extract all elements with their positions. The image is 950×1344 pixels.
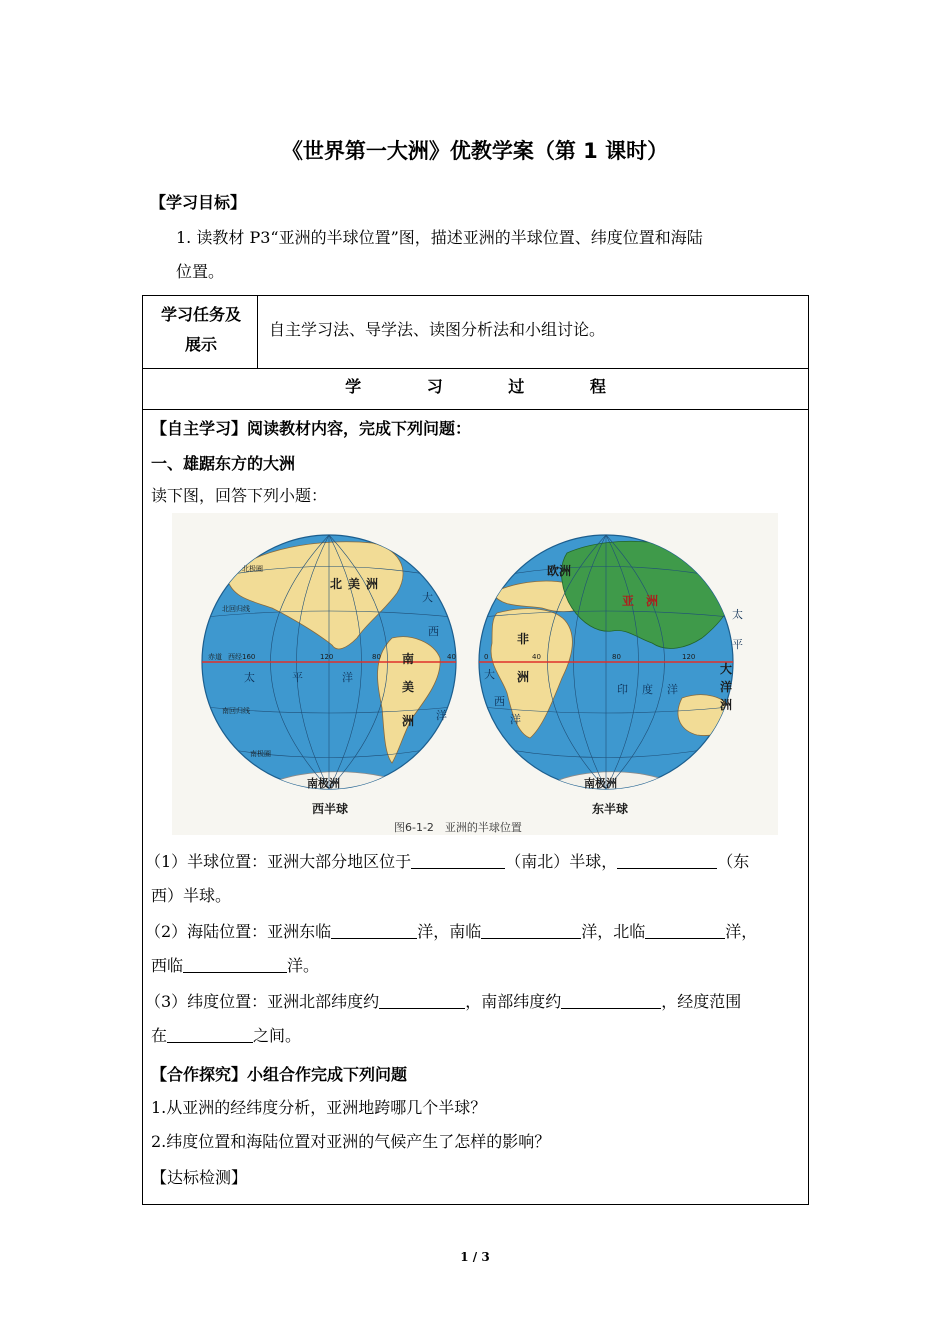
coop-question-1: 1.从亚洲的经纬度分析，亚洲地跨哪几个半球？ (151, 1098, 487, 1117)
answer-blank[interactable] (561, 992, 661, 1009)
process-heading (143, 374, 808, 397)
label-europe: 欧洲 (547, 564, 572, 578)
task-label (151, 300, 251, 360)
hemisphere-map (172, 513, 778, 835)
question-text: （1）半球位置：亚洲大部分地区位于 (145, 852, 412, 871)
label-asia: 亚 洲 (622, 594, 659, 608)
label-indian-3: 洋 (667, 683, 678, 696)
label-atlantic-3: 洋 (436, 709, 447, 722)
label-lon-80: 80 (372, 653, 381, 661)
map-caption: 图6-1-2 亚洲的半球位置 (394, 821, 522, 834)
label-equator: 赤道 (208, 653, 222, 661)
label-atlantic-1: 大 (422, 591, 433, 604)
label-south-america-2: 美 (402, 680, 415, 694)
label-atlantic-2: 西 (428, 625, 439, 638)
objective-item-1-line1: 1. 读教材 P3“亚洲的半球位置”图，描述亚洲的半球位置、纬度位置和海陆 (176, 228, 703, 247)
label-lon-e120: 120 (682, 653, 696, 661)
label-south-america-3: 洲 (402, 714, 415, 728)
process-heading-char: 习 (426, 377, 443, 396)
page-title: 《世界第一大洲》优教学案（第 1 课时） (281, 139, 669, 163)
question-text: 在 (151, 1026, 168, 1045)
question-text: ，南部纬度约 (465, 992, 562, 1011)
check-heading: 【达标检测】 (151, 1168, 248, 1187)
label-lon-160: 西经160 (228, 653, 256, 661)
answer-blank[interactable] (331, 922, 417, 939)
label-south-america-1: 南 (402, 652, 415, 666)
answer-blank[interactable] (167, 1026, 253, 1043)
label-oceania-3: 洲 (720, 698, 733, 712)
question-2-line1 (145, 922, 757, 942)
label-antarctica-east: 南极洲 (584, 777, 617, 790)
label-africa-1: 非 (517, 632, 530, 646)
question-text: 洋， (725, 922, 758, 941)
label-north-america: 北 美 洲 (330, 577, 379, 591)
question-3-line1 (145, 992, 741, 1012)
question-3-line2 (151, 1026, 301, 1046)
label-north-tropic: 北回归线 (222, 605, 250, 613)
self-study-heading: 【自主学习】阅读教材内容，完成下列问题： (151, 419, 472, 438)
objective-item-1-line2: 位置。 (176, 262, 225, 281)
label-pacific-east-2: 平 (732, 638, 743, 651)
label-lon-0: 0 (484, 653, 489, 661)
question-text: 洋，北临 (581, 922, 646, 941)
task-label-line2: 展示 (184, 335, 217, 354)
table-row-divider (143, 368, 808, 369)
label-north-polar: 北极圈 (242, 565, 263, 573)
question-text: 洋。 (287, 956, 320, 975)
hemisphere-map-svg (172, 513, 778, 835)
answer-blank[interactable] (617, 852, 717, 869)
label-atlantic-east-3: 洋 (510, 713, 521, 726)
label-atlantic-east-2: 西 (494, 695, 505, 708)
answer-blank[interactable] (481, 922, 581, 939)
answer-blank[interactable] (379, 992, 465, 1009)
coop-heading: 【合作探究】小组合作完成下列问题 (151, 1065, 408, 1084)
question-text: 西临 (151, 956, 184, 975)
answer-blank[interactable] (645, 922, 725, 939)
task-content: 自主学习法、导学法、读图分析法和小组讨论。 (269, 320, 606, 339)
process-heading-char: 过 (508, 377, 525, 396)
answer-blank[interactable] (411, 852, 505, 869)
question-text: （3）纬度位置：亚洲北部纬度约 (145, 992, 380, 1011)
label-lon-e40: 40 (532, 653, 541, 661)
table-col-divider (257, 296, 258, 368)
question-text: 洋，南临 (417, 922, 482, 941)
label-oceania-2: 洋 (720, 680, 733, 694)
label-west-hemisphere: 西半球 (312, 802, 349, 816)
label-africa-2: 洲 (517, 670, 530, 684)
question-2-line2 (151, 956, 319, 976)
label-pacific-west-3: 洋 (342, 671, 353, 684)
label-oceania-1: 大 (720, 662, 733, 676)
question-1-line1 (145, 852, 749, 872)
label-east-hemisphere: 东半球 (592, 802, 629, 816)
label-south-tropic: 南回归线 (222, 707, 250, 715)
answer-blank[interactable] (183, 956, 287, 973)
label-indian-2: 度 (642, 683, 653, 696)
question-text: 之间。 (253, 1026, 302, 1045)
label-lon-40: 40 (447, 653, 456, 661)
question-1-line2: 西）半球。 (151, 886, 232, 905)
label-pacific-east-1: 太 (732, 608, 743, 621)
question-text: （2）海陆位置：亚洲东临 (145, 922, 332, 941)
label-atlantic-east-1: 大 (484, 668, 495, 681)
question-text: （东 (717, 852, 750, 871)
label-antarctica-west: 南极洲 (307, 777, 340, 790)
table-row-divider (143, 409, 808, 410)
label-indian-1: 印 (617, 683, 628, 696)
process-heading-char: 学 (345, 377, 362, 396)
task-label-line1: 学习任务及 (160, 305, 241, 324)
question-text: ，经度范围 (661, 992, 742, 1011)
page-footer: 1 / 3 (460, 1250, 490, 1264)
objectives-heading: 【学习目标】 (150, 193, 247, 212)
question-text: （南北）半球， (505, 852, 618, 871)
label-lon-120: 120 (320, 653, 334, 661)
read-prompt: 读下图，回答下列小题： (151, 486, 328, 505)
label-pacific-west-1: 太 (244, 671, 255, 684)
label-lon-e80: 80 (612, 653, 621, 661)
coop-question-2: 2.纬度位置和海陆位置对亚洲的气候产生了怎样的影响？ (151, 1132, 551, 1151)
section-1-heading: 一、雄踞东方的大洲 (151, 454, 296, 473)
label-pacific-west-2: 平 (292, 671, 303, 684)
process-heading-char: 程 (589, 377, 606, 396)
label-south-polar: 南极圈 (250, 750, 271, 758)
